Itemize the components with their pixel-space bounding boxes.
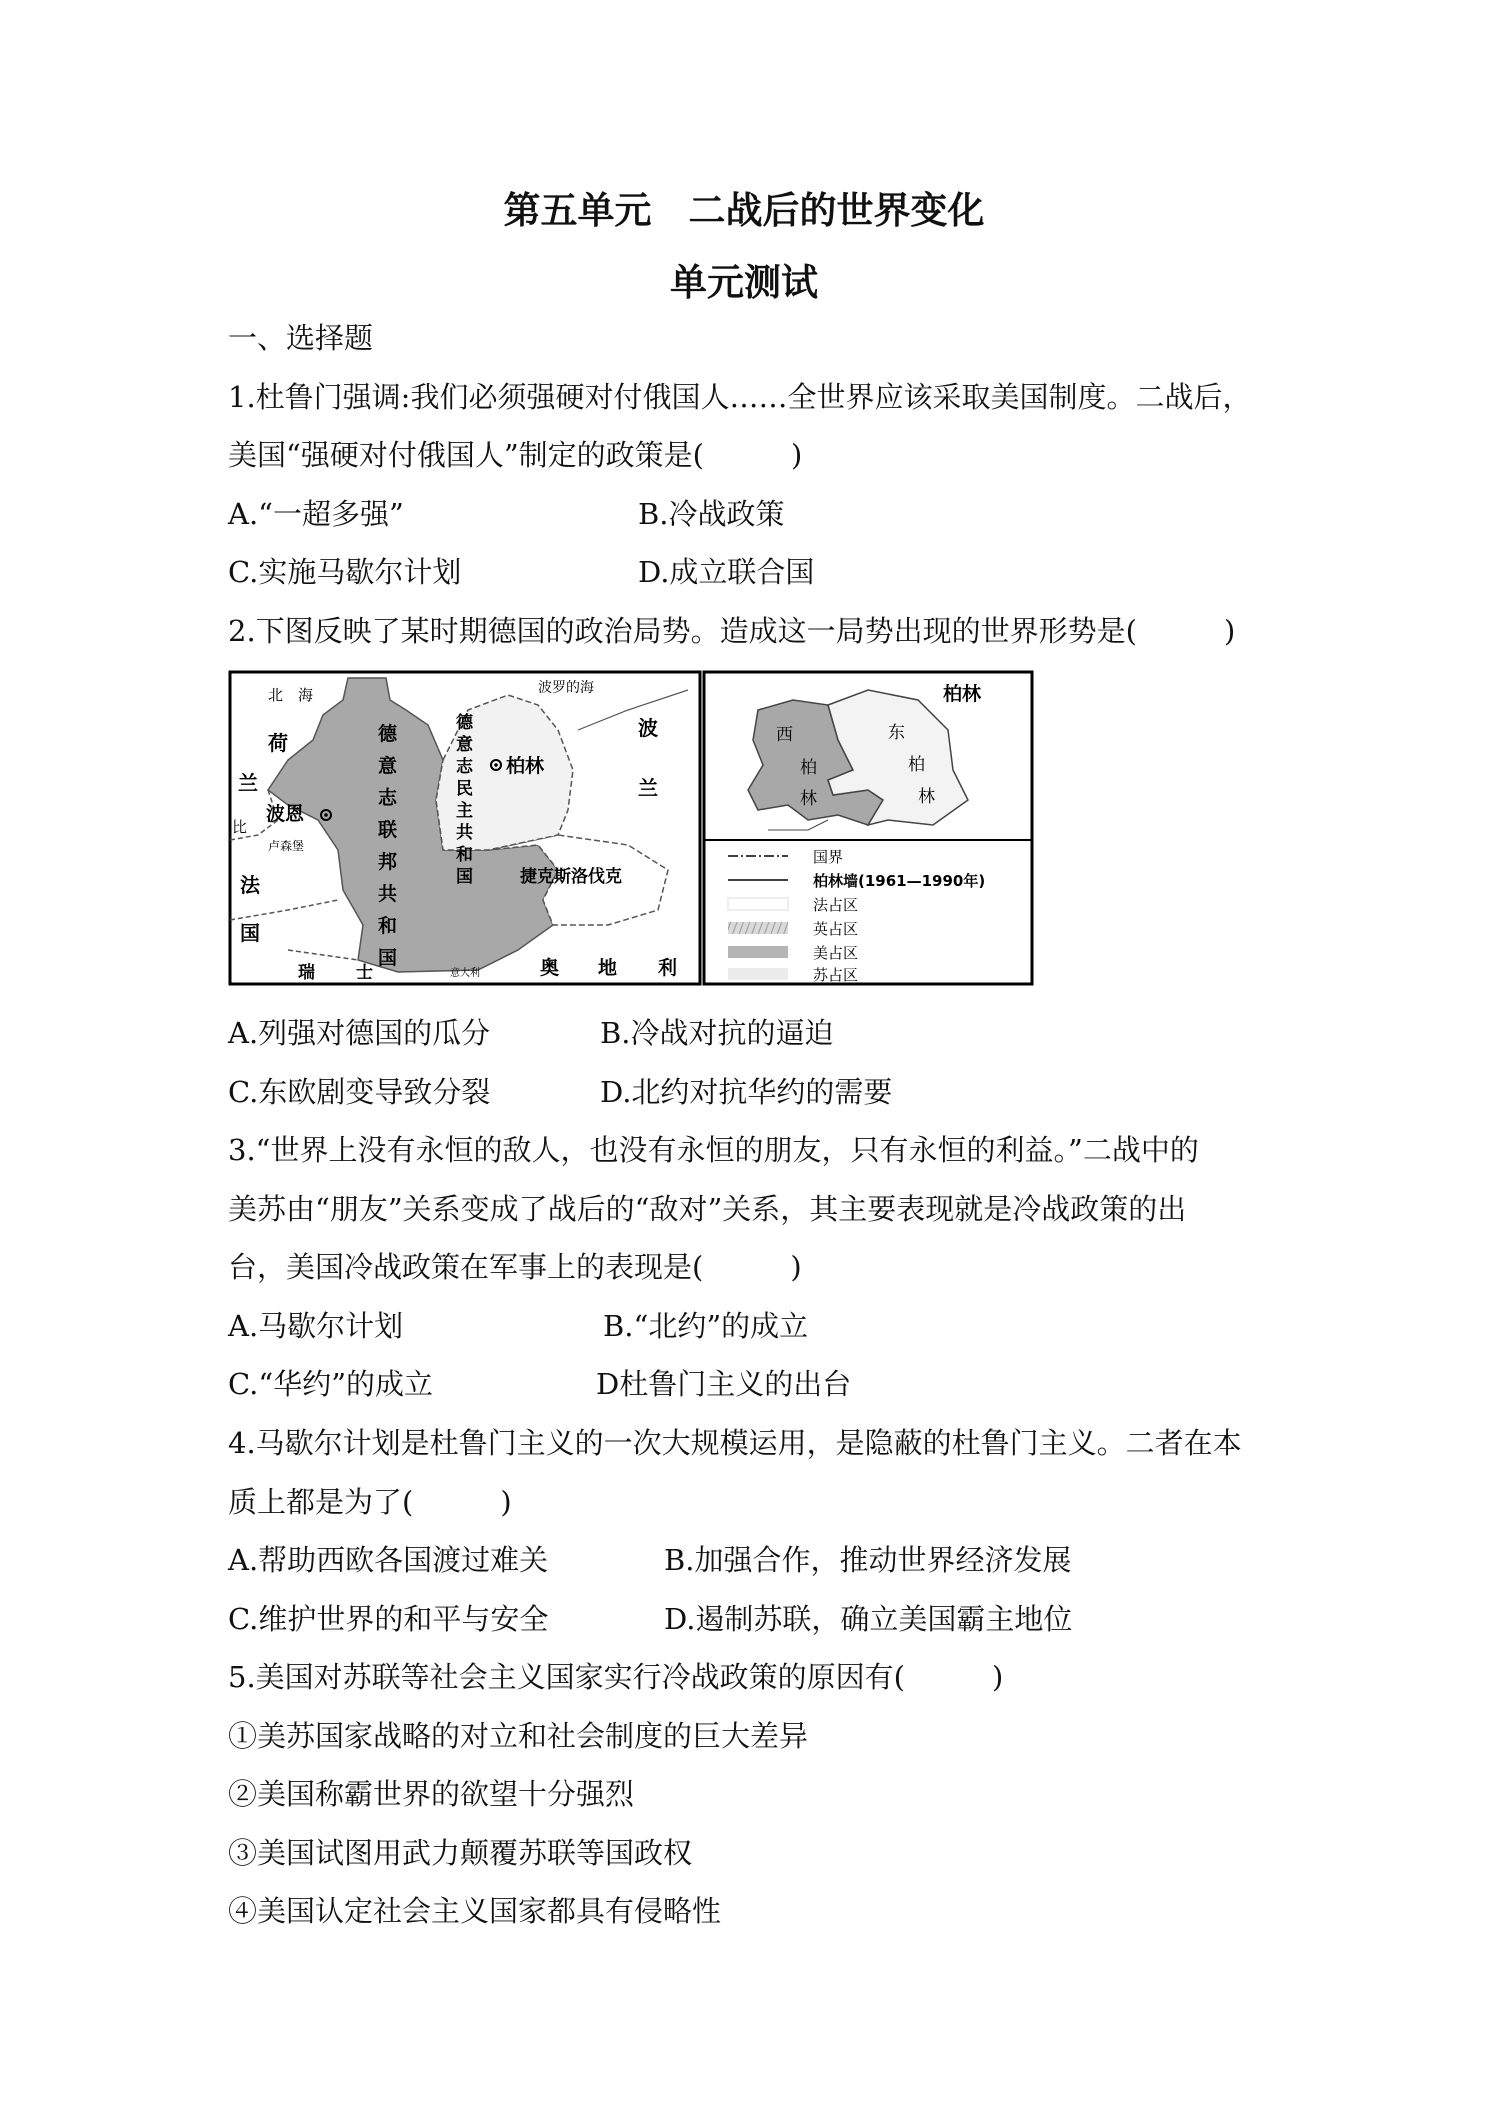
map-label-baltic: 波罗的海 <box>538 680 594 696</box>
q5-item-2: ②美国称霸世界的欲望十分强烈 <box>228 1777 635 1811</box>
q5-stem: 5.美国对苏联等社会主义国家实行冷战政策的原因有( ) <box>228 1660 1004 1694</box>
q3-option-a: A.马歇尔计划 <box>228 1309 404 1343</box>
map-label-bonn: 波恩 <box>266 803 305 825</box>
q1-option-b: B.冷战政策 <box>638 497 785 531</box>
frg-char-6: 共 <box>378 883 398 905</box>
section-heading: 一、选择题 <box>228 321 374 355</box>
q1-option-a: A.“一超多强” <box>228 497 404 531</box>
west-berlin-char-2: 柏 <box>800 758 817 778</box>
inset-title: 柏林 <box>943 683 982 705</box>
map-label-czech: 捷克斯洛伐克 <box>520 867 622 887</box>
gdr-char-5: 主 <box>456 801 473 821</box>
q3-stem-line2: 美苏由“朋友”关系变成了战后的“敌对”关系，其主要表现就是冷战政策的出 <box>228 1192 1187 1226</box>
q2-option-b: B.冷战对抗的逼迫 <box>600 1016 834 1050</box>
frg-char-4: 联 <box>378 819 398 841</box>
legend-label-border: 国界 <box>813 848 844 866</box>
q5-item-1: ①美苏国家战略的对立和社会制度的巨大差异 <box>228 1719 809 1753</box>
map-label-italy: 意大利 <box>450 968 480 979</box>
map-label-france-1: 法 <box>240 873 260 897</box>
legend-label-american: 美占区 <box>813 944 859 962</box>
gdr-char-6: 共 <box>456 823 473 843</box>
q4-option-b: B.加强合作，推动世界经济发展 <box>664 1543 1072 1577</box>
gdr-char-7: 和 <box>456 845 473 865</box>
page-title: 第五单元 二战后的世界变化 <box>503 188 985 232</box>
map-label-austria-3: 利 <box>658 957 678 979</box>
east-berlin-char-2: 柏 <box>908 755 925 775</box>
east-berlin-char-1: 东 <box>888 723 905 743</box>
page-subtitle: 单元测试 <box>670 260 818 304</box>
gdr-char-1: 德 <box>456 713 473 733</box>
q2-option-a: A.列强对德国的瓜分 <box>228 1016 491 1050</box>
gdr-char-4: 民 <box>456 779 473 799</box>
map-label-belgium: 比 <box>232 818 248 836</box>
map-label-berlin: 柏林 <box>506 755 545 777</box>
frg-char-1: 德 <box>378 723 398 745</box>
east-berlin-char-3: 林 <box>918 787 935 807</box>
q1-option-d: D.成立联合国 <box>638 555 815 589</box>
gdr-char-8: 国 <box>456 867 473 887</box>
q3-option-b: B.“北约”的成立 <box>603 1309 809 1343</box>
q4-option-a: A.帮助西欧各国渡过难关 <box>228 1543 549 1577</box>
gdr-char-3: 志 <box>456 757 473 777</box>
q1-option-c: C.实施马歇尔计划 <box>228 555 462 589</box>
frg-char-8: 国 <box>378 947 398 969</box>
map-label-luxembourg: 卢森堡 <box>268 839 305 853</box>
frg-char-5: 邦 <box>378 851 398 873</box>
q3-option-d: D杜鲁门主义的出台 <box>596 1367 852 1401</box>
map-label-netherlands-2: 兰 <box>238 771 258 795</box>
legend-label-soviet: 苏占区 <box>813 966 859 984</box>
q1-stem-line2: 美国“强硬对付俄国人”制定的政策是( ) <box>228 438 803 472</box>
germany-map-figure <box>228 670 1034 986</box>
map-label-austria-2: 地 <box>598 957 618 979</box>
q2-option-c: C.东欧剧变导致分裂 <box>228 1075 491 1109</box>
frg-char-7: 和 <box>378 915 398 937</box>
q5-item-4: ④美国认定社会主义国家都具有侵略性 <box>228 1894 722 1928</box>
map-label-poland-1: 波 <box>638 716 658 740</box>
q2-option-d: D.北约对抗华约的需要 <box>600 1075 893 1109</box>
legend-label-wall: 柏林墙(1961—1990年) <box>813 872 986 890</box>
q3-stem-line1: 3.“世界上没有永恒的敌人，也没有永恒的朋友，只有永恒的利益。”二战中的 <box>228 1133 1199 1167</box>
q4-stem-line1: 4.马歇尔计划是杜鲁门主义的一次大规模运用，是隐蔽的杜鲁门主义。二者在本 <box>228 1426 1242 1460</box>
map-label-swiss-2: 士 <box>356 963 373 983</box>
map-label-sea: 北 海 <box>268 686 314 704</box>
west-berlin-char-3: 林 <box>800 789 817 809</box>
q5-item-3: ③美国试图用武力颠覆苏联等国政权 <box>228 1836 693 1870</box>
q3-stem-line3: 台，美国冷战政策在军事上的表现是( ) <box>228 1250 802 1284</box>
q4-option-c: C.维护世界的和平与安全 <box>228 1602 549 1636</box>
q1-stem-line1: 1.杜鲁门强调:我们必须强硬对付俄国人……全世界应该采取美国制度。二战后， <box>228 380 1252 414</box>
map-label-netherlands-1: 荷 <box>268 731 288 755</box>
frg-char-3: 志 <box>378 787 398 809</box>
map-label-poland-2: 兰 <box>638 776 658 800</box>
q4-option-d: D.遏制苏联，确立美国霸主地位 <box>664 1602 1073 1636</box>
q3-option-c: C.“华约”的成立 <box>228 1367 434 1401</box>
map-label-swiss-1: 瑞 <box>298 963 315 983</box>
west-berlin-char-1: 西 <box>776 725 793 745</box>
q2-stem: 2.下图反映了某时期德国的政治局势。造成这一局势出现的世界形势是( ) <box>228 614 1236 648</box>
map-label-austria-1: 奥 <box>540 957 560 979</box>
germany-map <box>228 670 1034 986</box>
q4-stem-line2: 质上都是为了( ) <box>228 1485 512 1519</box>
legend-label-french: 法占区 <box>813 896 859 914</box>
legend-label-british: 英占区 <box>813 920 859 938</box>
map-label-france-2: 国 <box>240 921 260 945</box>
frg-char-2: 意 <box>378 755 398 777</box>
gdr-char-2: 意 <box>456 735 473 755</box>
